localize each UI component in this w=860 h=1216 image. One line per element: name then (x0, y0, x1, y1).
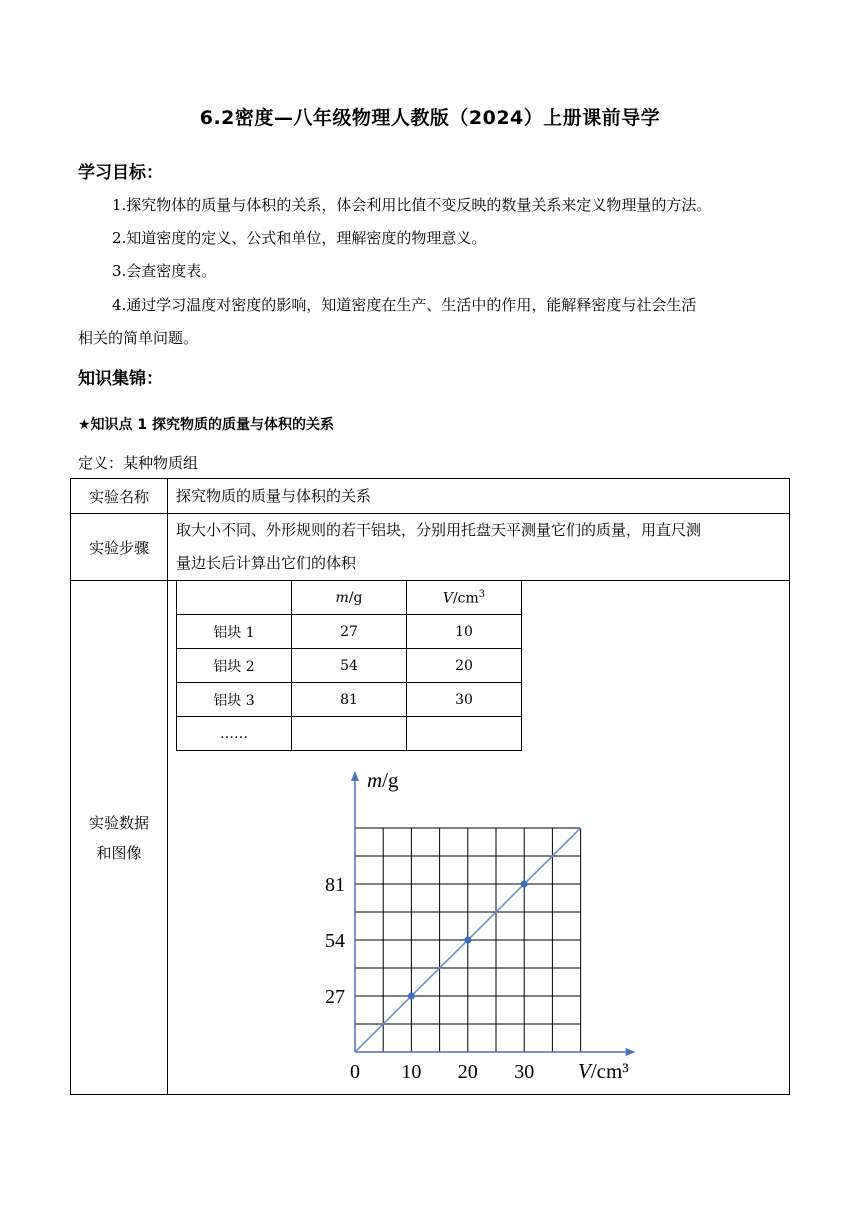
x-axis-arrow (626, 1048, 636, 1056)
data-cell: 铝块 2 (177, 649, 292, 683)
steps-line-1: 取大小不同、外形规则的若干铝块，分别用托盘天平测量它们的质量，用直尺测 (176, 521, 702, 539)
steps-line-2: 量边长后计算出它们的体积 (176, 554, 357, 572)
data-cell: 54 (292, 649, 407, 683)
objectives-heading: 学习目标： (78, 163, 163, 183)
mass-volume-chart (300, 765, 645, 1085)
x-tick-label: 0 (350, 1061, 360, 1083)
y-axis-arrow (351, 771, 359, 781)
data-cell: 30 (407, 683, 522, 717)
objective-3: 3.会查密度表。 (112, 262, 217, 280)
objective-4-continued: 相关的简单问题。 (78, 329, 199, 347)
objective-1: 1.探究物体的质量与体积的关系，体会利用比值不变反映的数量关系来定义物理量的方法。 (112, 196, 712, 214)
row-label-steps: 实验步骤 (71, 514, 168, 581)
experiment-steps (168, 514, 790, 581)
data-cell: 81 (292, 683, 407, 717)
y-axis-label: m/g (367, 768, 399, 792)
knowledge-heading: 知识集锦： (78, 369, 163, 389)
data-point (521, 881, 528, 888)
data-header-volume: $V/cm^3$ (407, 581, 522, 615)
y-tick-label: 27 (325, 986, 345, 1008)
x-tick-label: 10 (401, 1061, 422, 1083)
data-cell: 20 (407, 649, 522, 683)
data-header-empty (177, 581, 292, 615)
page-title: 6.2密度—八年级物理人教版（2024）上册课前导学 (199, 107, 661, 129)
data-point (464, 937, 471, 944)
row-label-name: 实验名称 (71, 479, 168, 514)
data-table (176, 580, 522, 751)
knowledge-point-1: ★知识点 1 探究物质的质量与体积的关系 (78, 417, 335, 433)
objective-2: 2.知道密度的定义、公式和单位，理解密度的物理意义。 (112, 229, 487, 247)
x-tick-label: 20 (457, 1061, 478, 1083)
objective-4: 4.通过学习温度对密度的影响，知道密度在生产、生活中的作用，能解释密度与社会生活 (112, 296, 697, 314)
data-header-mass: m/g (292, 581, 407, 615)
data-cell: …… (177, 717, 292, 751)
y-tick-label: 81 (325, 874, 345, 896)
experiment-name: 探究物质的质量与体积的关系 (168, 479, 790, 514)
y-tick-label: 54 (325, 930, 345, 952)
data-point (408, 993, 415, 1000)
data-label-line-2: 和图像 (96, 843, 142, 862)
data-cell: 10 (407, 615, 522, 649)
data-cell (292, 717, 407, 751)
data-cell: 铝块 1 (177, 615, 292, 649)
data-cell: 27 (292, 615, 407, 649)
definition-text: 定义：某种物质组 (78, 454, 199, 472)
data-label-line-1: 实验数据 (88, 813, 149, 832)
data-cell (407, 717, 522, 751)
row-label-data (71, 581, 168, 1095)
x-tick-label: 30 (514, 1061, 535, 1083)
x-axis-label: V/cm³ (578, 1059, 629, 1083)
data-cell: 铝块 3 (177, 683, 292, 717)
